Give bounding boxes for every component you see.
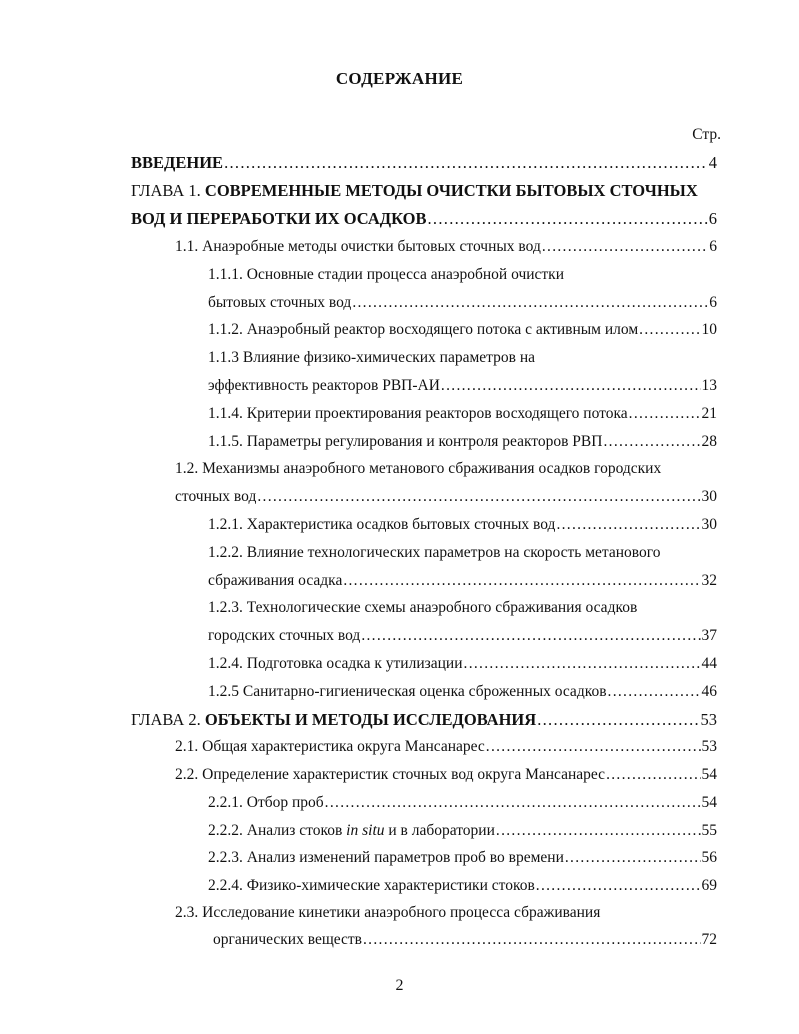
- toc-entry-1-1-1-continuation: [208, 294, 717, 316]
- toc-leader: [608, 683, 701, 701]
- toc-leader: [343, 572, 700, 590]
- toc-leader: [603, 433, 700, 451]
- toc-entry-prefix: 2.2.2. Анализ стоков: [208, 822, 347, 839]
- toc-entry-page: 30: [701, 488, 717, 505]
- toc-entry-1-2: [175, 460, 661, 478]
- toc-entry-1-1-5: [208, 433, 717, 455]
- toc-entry-1-1-4: [208, 405, 717, 427]
- toc-leader: [486, 738, 701, 756]
- toc-entry-1-1: [175, 238, 717, 260]
- toc-entry-1-2-3: [208, 599, 637, 617]
- toc-entry-title: 1.2.4. Подготовка осадка к утилизации: [208, 655, 463, 672]
- toc-entry-1-2-4: [208, 655, 717, 677]
- toc-entry-title-continuation: бытовых сточных вод: [208, 294, 352, 311]
- toc-leader: [224, 153, 708, 173]
- toc-entry-title: 2.2.4. Физико-химические характеристики стоков: [208, 877, 535, 894]
- toc-entry-title-continuation: городских сточных вод: [208, 627, 361, 644]
- toc-entry-title: 1.2.2. Влияние технологических параметров на скорость метанового: [208, 544, 661, 561]
- toc-leader: [363, 931, 701, 949]
- toc-entry-title: 1.2.3. Технологические схемы анаэробного сбраживания осадков: [208, 599, 638, 616]
- toc-entry-2-3-continuation: [213, 931, 717, 953]
- toc-entry-title: 1.1.4. Критерии проектирования реакторов восходящего потока: [208, 405, 628, 422]
- toc-entry-title-continuation: сточных вод: [175, 488, 257, 505]
- toc-entry-title: 1.2.1. Характеристика осадков бытовых сточных вод: [208, 516, 556, 533]
- toc-entry-title: ВВЕДЕНИЕ: [131, 153, 224, 172]
- toc-entry-page: 6: [708, 209, 717, 228]
- toc-entry-1-2-5: [208, 683, 717, 705]
- toc-entry-page: 72: [701, 931, 717, 948]
- toc-entry-chapter-2: [131, 710, 717, 732]
- toc-entry-page: 54: [701, 794, 717, 811]
- toc-entry-prefix: ГЛАВА 2.: [131, 710, 205, 729]
- toc-entry-page: 46: [701, 683, 717, 700]
- toc-entry-page: 53: [701, 738, 717, 755]
- toc-entry-page: 32: [701, 572, 717, 589]
- toc-entry-title: СОВРЕМЕННЫЕ МЕТОДЫ ОЧИСТКИ БЫТОВЫХ СТОЧНЫХ: [204, 181, 698, 200]
- page-column-label: Стр.: [692, 126, 721, 143]
- toc-entry-page: 44: [701, 655, 717, 672]
- toc-entry-page: 13: [701, 377, 717, 394]
- toc-entry-1-1-2: [208, 321, 717, 343]
- toc-leader: [428, 209, 708, 229]
- toc-entry-title-continuation: сбраживания осадка: [208, 572, 343, 589]
- toc-entry-title: 1.1. Анаэробные методы очистки бытовых сточных вод: [175, 238, 541, 255]
- toc-entry-title: 1.2. Механизмы анаэробного метанового сбраживания осадков городских: [175, 460, 662, 477]
- toc-leader: [606, 766, 700, 784]
- toc-entry-page: 69: [701, 877, 717, 894]
- toc-entry-title: 2.2.3. Анализ изменений параметров проб во времени: [208, 849, 564, 866]
- toc-entry-page: 21: [701, 405, 717, 422]
- toc-entry-title: 1.1.1. Основные стадии процесса анаэробной очистки: [208, 266, 565, 283]
- toc-entry-suffix: и в лаборатории: [384, 822, 495, 839]
- toc-leader: [257, 488, 700, 506]
- toc-entry-1-2-3-continuation: [208, 627, 717, 649]
- toc-entry-page: 30: [701, 516, 717, 533]
- toc-entry-page: 4: [708, 153, 717, 172]
- toc-entry-title: 1.1.2. Анаэробный реактор восходящего потока с активным илом: [208, 321, 639, 338]
- toc-entry-2-2-2: [208, 822, 717, 844]
- toc-entry-chapter-1: [131, 181, 698, 201]
- toc-entry-title: 1.1.5. Параметры регулирования и контроля реакторов РВП: [208, 433, 603, 450]
- toc-entry-page: 6: [709, 238, 717, 255]
- toc-entry-page: 10: [701, 321, 717, 338]
- toc-entry-title-wrap: [131, 710, 536, 730]
- toc-leader: [496, 822, 701, 840]
- toc-entry-title: 1.2.5 Санитарно-гигиеническая оценка сброженных осадков: [208, 683, 607, 700]
- toc-entry-page: 55: [701, 822, 717, 839]
- toc-entry-2-1: [175, 738, 717, 760]
- toc-leader: [352, 294, 708, 312]
- toc-entry-title-wrap: [208, 822, 495, 840]
- toc-entry-1-2-2-continuation: [208, 572, 717, 594]
- toc-entry-1-2-1: [208, 516, 717, 538]
- toc-leader: [556, 516, 700, 534]
- toc-entry-title: 2.2. Определение характеристик сточных вод округа Мансанарес: [175, 766, 606, 783]
- toc-leader: [441, 377, 701, 395]
- toc-entry-1-1-3-continuation: [208, 377, 717, 399]
- toc-entry-title: 1.1.3 Влияние физико-химических параметров на: [208, 349, 535, 366]
- toc-entry-page: 56: [701, 849, 717, 866]
- toc-entry-prefix: ГЛАВА 1.: [131, 181, 205, 200]
- toc-entry-page: 28: [701, 433, 717, 450]
- toc-entry-title-continuation: органических веществ: [213, 931, 362, 948]
- toc-leader: [536, 877, 701, 895]
- toc-leader: [542, 238, 708, 256]
- toc-entry-2-2-1: [208, 794, 717, 816]
- toc-entry-1-1-3: [208, 349, 535, 367]
- toc-leader: [639, 321, 700, 339]
- toc-leader: [361, 627, 700, 645]
- toc-entry-title: 2.1. Общая характеристика округа Мансанарес: [175, 738, 485, 755]
- toc-entry-title-continuation: ВОД И ПЕРЕРАБОТКИ ИХ ОСАДКОВ: [131, 209, 427, 228]
- toc-entry-2-2: [175, 766, 717, 788]
- page-number: 2: [395, 977, 404, 994]
- toc-leader: [629, 405, 701, 423]
- toc-entry-1-2-2: [208, 544, 660, 562]
- toc-entry-title-continuation: эффективность реакторов РВП-АИ: [208, 377, 440, 394]
- toc-entry-page: 6: [709, 294, 717, 311]
- toc-entry-2-2-4: [208, 877, 717, 899]
- toc-leader: [325, 794, 701, 812]
- toc-entry-introduction: [131, 153, 717, 175]
- toc-entry-2-2-3: [208, 849, 717, 871]
- toc-entry-page: 37: [701, 627, 717, 644]
- toc-leader: [464, 655, 701, 673]
- toc-entry-1-2-continuation: [175, 488, 717, 510]
- toc-entry-chapter-1-continuation: [131, 209, 717, 231]
- toc-entry-italic: in situ: [346, 822, 385, 839]
- toc-entry-title: 2.3. Исследование кинетики анаэробного процесса сбраживания: [175, 904, 601, 921]
- toc-entry-page: 53: [700, 710, 717, 729]
- toc-leader: [537, 710, 699, 730]
- toc-entry-title: ОБЪЕКТЫ И МЕТОДЫ ИССЛЕДОВАНИЯ: [204, 710, 537, 729]
- toc-entry-1-1-1: [208, 266, 564, 284]
- toc-leader: [565, 849, 701, 867]
- page-title: СОДЕРЖАНИЕ: [335, 69, 464, 88]
- toc-entry-page: 54: [701, 766, 717, 783]
- toc-entry-2-3: [175, 904, 600, 922]
- toc-entry-title: 2.2.1. Отбор проб: [208, 794, 324, 811]
